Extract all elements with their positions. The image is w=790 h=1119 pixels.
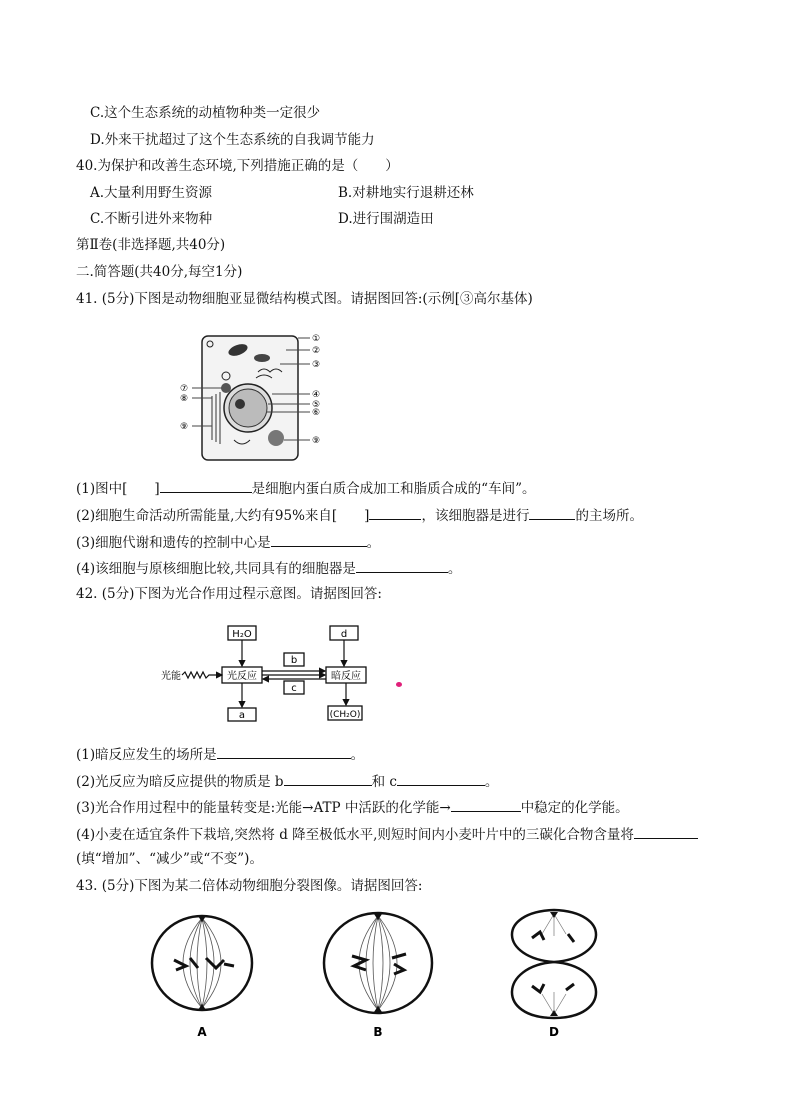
cell-label-3: ③ [312, 360, 321, 370]
cell-d [512, 910, 596, 1018]
cell-label-2: ② [312, 346, 321, 356]
light-reaction-label: 光反应 [227, 671, 257, 682]
answer-blank[interactable] [529, 505, 575, 520]
light-energy-label: 光能 [161, 671, 181, 682]
q40-option-d: D.进行围湖造田 [338, 211, 434, 227]
answer-blank[interactable] [356, 558, 448, 573]
answer-blank[interactable] [369, 505, 421, 520]
q40-option-b: B.对耕地实行退耕还林 [338, 185, 474, 201]
a-label: a [238, 710, 246, 721]
cell-b [324, 913, 432, 1013]
q40-stem: 40.为保护和改善生态环境,下列措施正确的是（ ） [76, 158, 399, 174]
animal-cell-diagram [176, 328, 326, 468]
cell-a [152, 916, 252, 1010]
q41-sub3: (3)细胞代谢和遗传的控制中心是 。 [76, 532, 380, 552]
q41-sub1: (1)图中[ ] 是细胞内蛋白质合成加工和脂质合成的“车间”。 [76, 478, 535, 498]
ch2o-label: (CH₂O) [329, 710, 361, 720]
answer-blank[interactable] [397, 771, 485, 786]
cell-label-7: ⑦ [180, 384, 189, 394]
cell-label-1: ① [312, 334, 321, 344]
answer-blank[interactable] [160, 478, 252, 493]
h2o-label: H₂O [232, 629, 252, 640]
answer-blank[interactable] [284, 771, 372, 786]
label-d: D [549, 1025, 559, 1039]
photosynthesis-diagram [160, 620, 380, 724]
d-label: d [340, 629, 348, 640]
answer-blank[interactable] [451, 797, 521, 812]
q42-sub2: (2)光反应为暗反应提供的物质是 b 和 c 。 [76, 771, 498, 791]
q41-sub4: (4)该细胞与原核细胞比较,共同具有的细胞器是 。 [76, 558, 461, 578]
c-label: c [291, 683, 297, 694]
pink-mark [396, 682, 402, 687]
cell-label-9-left: ⑨ [180, 422, 189, 432]
q39-option-c: C.这个生态系统的动植物种类一定很少 [90, 105, 321, 121]
q41-stem: 41. (5分)下图是动物细胞亚显微结构模式图。请据图回答:(示例[③高尔基体) [76, 291, 533, 307]
q42-sub1: (1)暗反应发生的场所是 。 [76, 744, 364, 764]
q40-option-c: C.不断引进外来物种 [90, 211, 213, 227]
answer-blank[interactable] [217, 744, 351, 759]
label-b: B [373, 1025, 383, 1039]
b-label: b [290, 655, 298, 666]
dark-reaction-label: 暗反应 [331, 671, 361, 682]
cell-label-8: ⑧ [180, 394, 189, 404]
q39-option-d: D.外来干扰超过了这个生态系统的自我调节能力 [90, 132, 375, 148]
q40-option-a: A.大量利用野生资源 [90, 185, 213, 201]
q41-sub2: (2)细胞生命活动所需能量,大约有95%来自[ ] ，该细胞器是进行 的主场所。 [76, 505, 643, 525]
cell-label-5: ⑤ [312, 400, 321, 410]
q42-sub3: (3)光合作用过程中的能量转变是:光能→ATP 中活跃的化学能→ 中稳定的化学能。 [76, 797, 629, 817]
q42-stem: 42. (5分)下图为光合作用过程示意图。请据图回答: [76, 586, 382, 602]
section-title: 二.简答题(共40分,每空1分) [76, 264, 243, 280]
part2-title: 第Ⅱ卷(非选择题,共40分) [76, 237, 226, 253]
answer-blank[interactable] [271, 532, 367, 547]
cell-label-6: ⑥ [312, 408, 321, 418]
q42-sub4: (4)小麦在适宜条件下栽培,突然将 d 降至极低水平,则短时间内小麦叶片中的三碳化合物含量将 [76, 824, 698, 844]
label-a: A [197, 1025, 207, 1039]
q42-sub4-cont: (填“增加”、“减少”或“不变”)。 [76, 851, 263, 867]
cell-division-diagrams [140, 908, 620, 1048]
answer-blank[interactable] [634, 824, 698, 839]
q43-stem: 43. (5分)下图为某二倍体动物细胞分裂图像。请据图回答: [76, 878, 423, 894]
cell-label-9-right: ⑨ [312, 436, 321, 446]
cell-label-4: ④ [312, 390, 321, 400]
